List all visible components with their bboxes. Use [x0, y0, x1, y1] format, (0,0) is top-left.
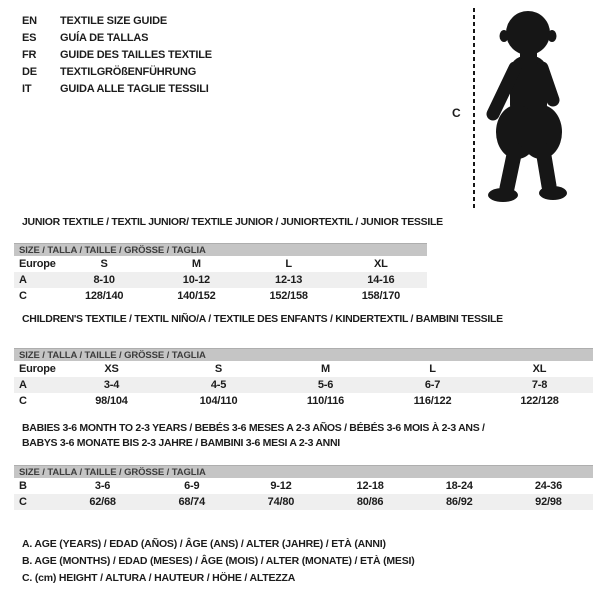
- section-title-babies: [22, 421, 502, 451]
- table-rows: [14, 361, 593, 409]
- language-title: TEXTILGRÖßENFÜHRUNG: [60, 66, 197, 78]
- height-measure-dashed-line: [473, 8, 475, 208]
- table-row: [14, 256, 427, 272]
- table-cell: 104/110: [199, 395, 238, 407]
- table-row: [14, 494, 593, 510]
- table-cell: 74/80: [267, 496, 295, 508]
- height-measure-label: C: [452, 106, 461, 120]
- children-size-table: [14, 348, 593, 409]
- language-title: GUIDA ALLE TAGLIE TESSILI: [60, 83, 209, 95]
- table-cell: 12-18: [356, 480, 384, 492]
- language-header: [22, 13, 212, 98]
- table-cell: 92/98: [535, 496, 562, 508]
- language-code: ES: [22, 32, 37, 44]
- table-cell: 24-36: [534, 480, 563, 492]
- table-cell: 12-13: [275, 274, 303, 286]
- row-label: A: [19, 379, 27, 391]
- table-row: [14, 393, 593, 409]
- language-code: DE: [22, 66, 37, 78]
- footnote-a: A. AGE (YEARS) / EDAD (AÑOS) / ÂGE (ANS) / ALTER (JAHRE) / ETÀ (ANNI): [22, 538, 386, 550]
- table-cell: 98/104: [95, 395, 128, 407]
- table-cell: 5-6: [317, 379, 334, 391]
- table-size-header: SIZE / TALLA / TAILLE / GRÖSSE / TAGLIA: [14, 465, 593, 478]
- table-cell: XS: [104, 363, 119, 375]
- row-label: Europe: [19, 363, 56, 375]
- row-label: C: [19, 496, 27, 508]
- language-row: [22, 81, 212, 98]
- footnote-b: B. AGE (MONTHS) / EDAD (MESES) / ÂGE (MOIS) / ALTER (MONATE) / ETÀ (MESI): [22, 555, 415, 567]
- table-cell: XL: [532, 363, 547, 375]
- table-cell: 68/74: [178, 496, 206, 508]
- table-rows: [14, 478, 593, 510]
- table-cell: 18-24: [445, 480, 473, 492]
- table-cell: 9-12: [270, 480, 292, 492]
- table-cell: L: [429, 363, 436, 375]
- table-cell: 4-5: [210, 379, 227, 391]
- table-cell: 128/140: [84, 290, 124, 302]
- table-cell: 3-6: [94, 480, 111, 492]
- language-code: FR: [22, 49, 37, 61]
- table-cell: L: [285, 258, 292, 270]
- table-row: [14, 288, 427, 304]
- language-title: GUIDE DES TAILLES TEXTILE: [60, 49, 212, 61]
- table-cell: M: [191, 258, 201, 270]
- table-cell: 140/152: [177, 290, 216, 302]
- language-code: EN: [22, 15, 37, 27]
- table-cell: 116/122: [413, 395, 452, 407]
- section-title-babies-line2: BABYS 3-6 MONATE BIS 2-3 JAHRE / BAMBINI 3-6 MESI A 2-3 ANNI: [22, 437, 340, 449]
- row-label: B: [19, 480, 27, 492]
- row-label: C: [19, 290, 27, 302]
- row-label: A: [19, 274, 27, 286]
- row-label: Europe: [19, 258, 56, 270]
- language-row: [22, 64, 212, 81]
- table-cell: 152/158: [269, 290, 308, 302]
- table-cell: 8-10: [93, 274, 115, 286]
- language-row: [22, 47, 212, 64]
- table-cell: 3-4: [103, 379, 120, 391]
- language-code: IT: [22, 83, 32, 95]
- table-cell: 7-8: [531, 379, 548, 391]
- table-cell: S: [100, 258, 108, 270]
- language-title: TEXTILE SIZE GUIDE: [60, 15, 168, 27]
- table-size-header: SIZE / TALLA / TAILLE / GRÖSSE / TAGLIA: [14, 348, 593, 361]
- table-cell: 110/116: [306, 395, 345, 407]
- section-title-junior: JUNIOR TEXTILE / TEXTIL JUNIOR/ TEXTILE JUNIOR / JUNIORTEXTIL / JUNIOR TESSILE: [22, 216, 443, 228]
- table-cell: S: [214, 363, 223, 375]
- footnote-c: C. (cm) HEIGHT / ALTURA / HAUTEUR / HÖHE / ALTEZZA: [22, 572, 296, 584]
- footnotes: [22, 536, 415, 587]
- table-row: [14, 478, 593, 494]
- table-cell: 80/86: [356, 496, 384, 508]
- junior-size-table: [14, 243, 427, 304]
- table-row: [14, 361, 593, 377]
- table-cell: XL: [374, 258, 388, 270]
- section-title-babies-line1: BABIES 3-6 MONTH TO 2-3 YEARS / BEBÉS 3-6 MESES A 2-3 AÑOS / BÉBÉS 3-6 MOIS À 2-3 ANS /: [22, 422, 485, 434]
- babies-size-table: [14, 465, 593, 510]
- language-row: [22, 30, 212, 47]
- row-label: C: [19, 395, 27, 407]
- table-cell: 122/128: [520, 395, 559, 407]
- table-cell: M: [321, 363, 330, 375]
- language-row: [22, 13, 212, 30]
- table-cell: 10-12: [182, 274, 210, 286]
- baby-silhouette-icon: [484, 8, 576, 204]
- table-cell: 6-7: [424, 379, 441, 391]
- table-cell: 86/92: [446, 496, 473, 508]
- table-cell: 14-16: [367, 274, 395, 286]
- table-cell: 158/170: [361, 290, 401, 302]
- table-row: [14, 272, 427, 288]
- table-cell: 62/68: [89, 496, 116, 508]
- table-rows: [14, 256, 427, 304]
- table-size-header: SIZE / TALLA / TAILLE / GRÖSSE / TAGLIA: [14, 243, 427, 256]
- table-cell: 6-9: [184, 480, 200, 492]
- section-title-children: CHILDREN'S TEXTILE / TEXTIL NIÑO/A / TEXTILE DES ENFANTS / KINDERTEXTIL / BAMBINI TESSILE: [22, 313, 503, 325]
- language-title: GUÍA DE TALLAS: [60, 32, 149, 44]
- table-row: [14, 377, 593, 393]
